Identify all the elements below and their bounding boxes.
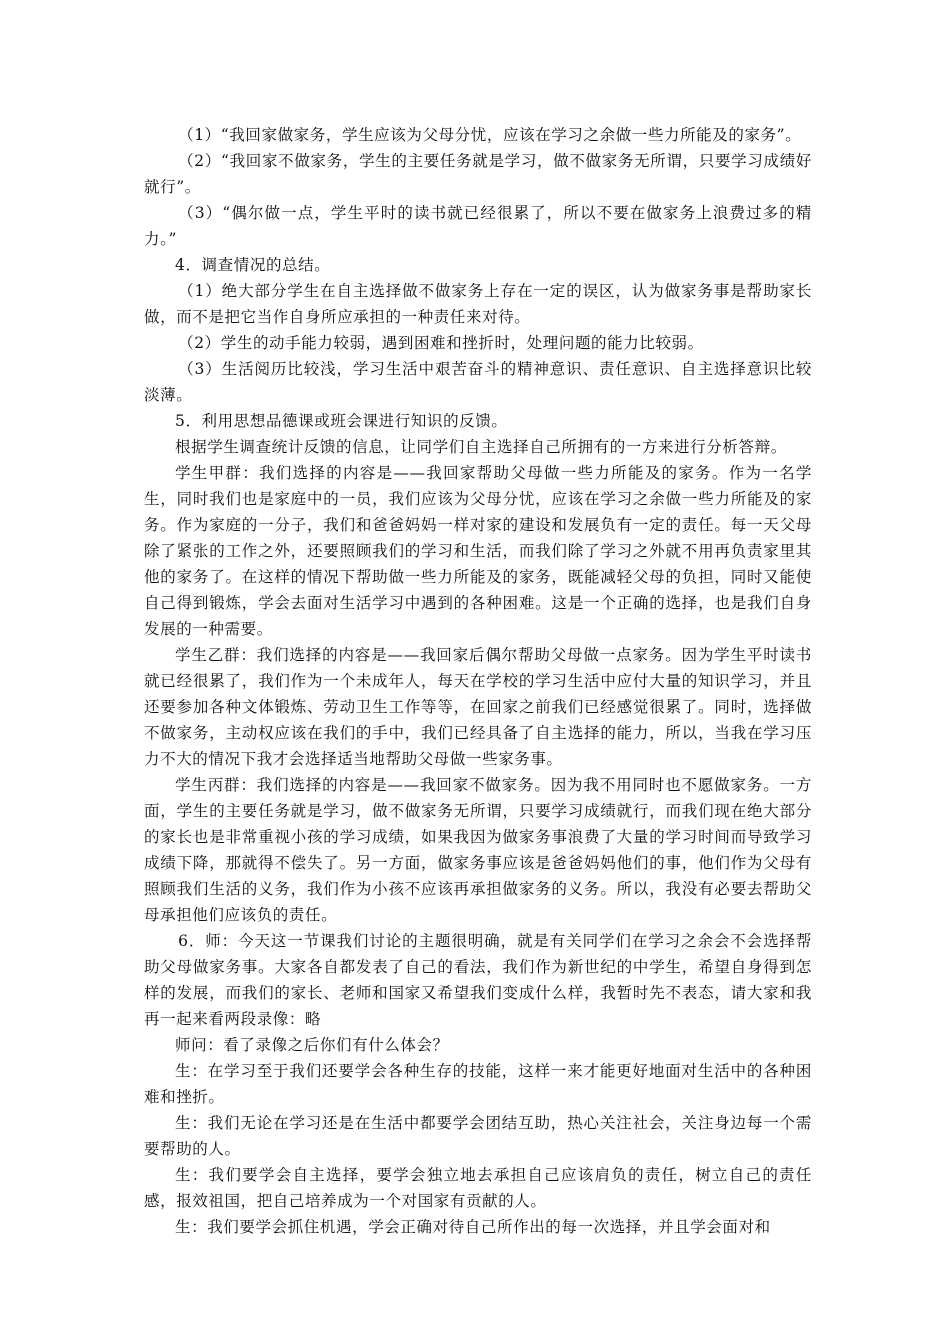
student-answer-4: 生：我们要学会抓住机遇，学会正确对待自己所作出的每一次选择，并且学会面对和 xyxy=(175,1218,771,1236)
summary-3: （3）生活阅历比较浅，学习生活中艰苦奋斗的精神意识、责任意识、自主选择意识比较淡薄。 xyxy=(144,360,812,404)
section-6-teacher: 6．师：今天这一节课我们讨论的主题很明确，就是有关同学们在学习之余会不会选择帮助父母做家务事。大家各自都发表了自己的看法，我们作为新世纪的中学生，希望自身得到怎样的发展，而我们的家长、老师和国家又希望我们变成什么样，我暂时先不表态，请大家和我再一起来看两段录像：略 xyxy=(144,932,812,1028)
student-answer-1: 生：在学习至于我们还要学会各种生存的技能，这样一来才能更好地面对生活中的各种困难和挫折。 xyxy=(144,1062,812,1106)
opinion-3: （3）“偶尔做一点，学生平时的读书就已经很累了，所以不要在做家务上浪费过多的精力。” xyxy=(144,204,812,248)
summary-2: （2）学生的动手能力较弱，遇到困难和挫折时，处理问题的能力比较弱。 xyxy=(178,334,704,352)
summary-1: （1）绝大部分学生在自主选择做不做家务上存在一定的误区，认为做家务事是帮助家长做，而不是把它当作自身所应承担的一种责任来对待。 xyxy=(144,282,812,326)
group-b-argument: 学生乙群：我们选择的内容是——我回家后偶尔帮助父母做一点家务。因为学生平时读书就已经很累了，我们作为一个未成年人，每天在学校的学习生活中应付大量的知识学习，并且还要参加各种文体锻炼、劳动卫生工作等等，在回家之前我们已经感觉很累了。同时，选择做不做家务，主动权应该在我们的手中，我们已经具备了自主选择的能力，所以，当我在学习压力不大的情况下我才会选择适当地帮助父母做一些家务事。 xyxy=(144,646,812,768)
teacher-question: 师问：看了录像之后你们有什么体会？ xyxy=(175,1036,449,1054)
feedback-intro: 根据学生调查统计反馈的信息，让同学们自主选择自己所拥有的一方来进行分析答辩。 xyxy=(175,438,787,456)
document-page xyxy=(144,122,812,1240)
group-c-argument: 学生丙群：我们选择的内容是——我回家不做家务。因为我不用同时也不愿做家务。一方面，学生的主要任务就是学习，做不做家务无所谓，只要学习成绩就行，而我们现在绝大部分的家长也是非常重视小孩的学习成绩，如果我因为做家务事浪费了大量的学习时间而导致学习成绩下降，那就得不偿失了。另一方面，做家务事应该是爸爸妈妈他们的事，他们作为父母有照顾我们生活的义务，我们作为小孩不应该再承担做家务的义务。所以，我没有必要去帮助父母承担他们应该负的责任。 xyxy=(144,776,812,924)
student-answer-2: 生：我们无论在学习还是在生活中都要学会团结互助，热心关注社会，关注身边每一个需要帮助的人。 xyxy=(144,1114,812,1158)
student-answer-3: 生：我们要学会自主选择，要学会独立地去承担自己应该肩负的责任，树立自己的责任感，报效祖国，把自己培养成为一个对国家有贡献的人。 xyxy=(144,1166,812,1210)
section-4-heading: 4．调查情况的总结。 xyxy=(175,256,331,274)
opinion-1: （1）“我回家做家务，学生应该为父母分忧，应该在学习之余做一些力所能及的家务”。 xyxy=(178,126,802,144)
group-a-argument: 学生甲群：我们选择的内容是——我回家帮助父母做一些力所能及的家务。作为一名学生，同时我们也是家庭中的一员，我们应该为父母分忧，应该在学习之余做一些力所能及的家务。作为家庭的一分子，我们和爸爸妈妈一样对家的建设和发展负有一定的责任。每一天父母除了紧张的工作之外，还要照顾我们的学习和生活，而我们除了学习之外就不用再负责家里其他的家务了。在这样的情况下帮助做一些力所能及的家务，既能减轻父母的负担，同时又能使自己得到锻炼，学会去面对生活学习中遇到的各种困难。这是一个正确的选择，也是我们自身发展的一种需要。 xyxy=(144,464,812,638)
section-5-heading: 5．利用思想品德课或班会课进行知识的反馈。 xyxy=(175,412,508,430)
opinion-2: （2）“我回家不做家务，学生的主要任务就是学习，做不做家务无所谓，只要学习成绩好就行”。 xyxy=(144,152,812,196)
